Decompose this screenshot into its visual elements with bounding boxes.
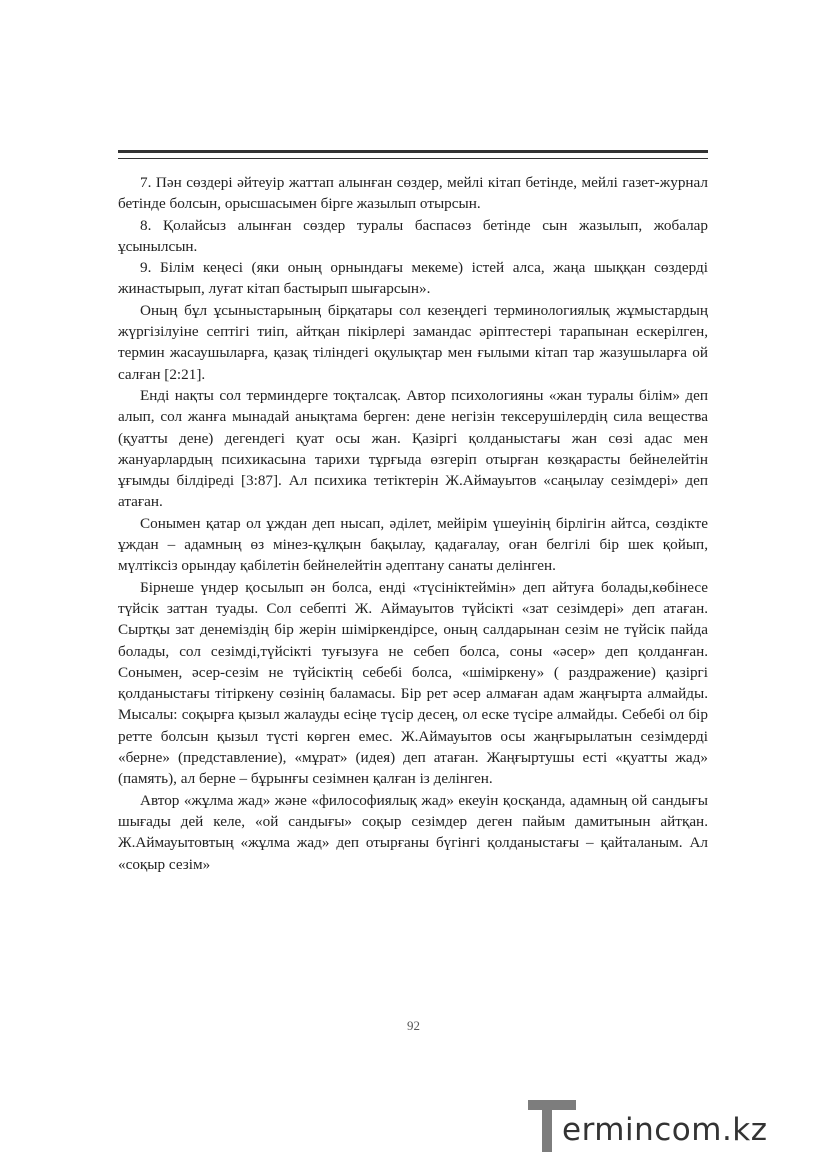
header-rule-thin — [118, 158, 708, 159]
watermark-t-stem — [542, 1100, 552, 1152]
paragraph: 9. Білім кеңесі (яки оның орнындағы мекеме) істей алса, жаңа шыққан сөздерді жинастырып, луғат кітап бастырып шығарсын». — [118, 259, 708, 298]
paragraph: Оның бұл ұсыныстарының бірқатары сол кезеңдегі терминологиялық жұмыстардың жүргізілуіне септігі тиіп, айтқан пікірлері замандас әріптестері тарапынан ескерілген, термин жасаушыларға, қазақ тіліндегі оқулықтар мен ғылыми кітап тар жазушыларға ой салған [2:21]. — [118, 301, 708, 383]
watermark-t-bar — [528, 1100, 576, 1110]
paragraph: 8. Қолайсыз алынған сөздер туралы баспасөз бетінде сын жазылып, жобалар ұсынылсын. — [118, 216, 708, 255]
page-number: 92 — [407, 1018, 420, 1033]
paragraph: Автор «жұлма жад» және «философиялық жад» екеуін қосқанда, адамның ой сандығы шығады дей келе, «ой сандығы» соқыр сезімдер деген пайым дамитынын айтқан. Ж.Аймауытовтың «жұлма жад» деп отырғаны бүгінгі қолданыстағы – қайталаным. Ал «соқыр сезім» — [118, 791, 708, 873]
terminkom-watermark-logo — [528, 1098, 818, 1158]
watermark-text: ermincom.kz — [562, 1112, 768, 1148]
header-rule-thick — [118, 150, 708, 153]
paragraph: Сонымен қатар ол ұждан деп нысап, әділет, мейірім үшеуінің бірлігін айтса, сөздікте ұждан – адамның өз мінез-құлқын бақылау, қадағалау, оған белгілі бір шек қойып, мүлтіксіз орындау қабілетін бейнелейтін әдептану санаты делінген. — [118, 514, 708, 575]
paragraph: Енді нақты сол терминдерге тоқталсақ. Автор психологияны «жан туралы білім» деп алып, сол жанға мынадай анықтама берген: дене негізін тексерушілердің сила вещества (қуатты дене) дегендегі қуат осы жан. Қазіргі қолданыстағы жан сөзі адас мен жануарлардың психикасына тарихи тұрғыда өзгеріп отырған көзқарасты бейнелейтін ұғымды білдіреді [3:87]. Ал психика тетіктерін Ж.Аймауытов «саңылау сезімдері» деп атаған. — [118, 386, 708, 511]
paragraph: 7. Пән сөздері әйтеуір жаттап алынған сөздер, мейлі кітап бетінде, мейлі газет-журнал бетінде болсын, орысшасымен бірге жазылып отырсын. — [118, 174, 708, 213]
paragraph: Бірнеше үндер қосылып ән болса, енді «түсініктеймін» деп айтуға болады,көбінесе түйсік заттан туады. Сол себепті Ж. Аймауытов түйсікті «зат сезімдері» деп атаған. Сыртқы зат денеміздің бір жерін шіміркендірсе, оның салдарынан сезім не түйсік пайда болады, сол сезімді,түйсікті туғызуға не себеп болса, соны «әсер» деп қолданған. Сонымен, әсер-сезім не түйсіктің себебі болса, «шіміркену» ( раздражение) қазіргі қолданыстағы тітіркену сөзінің баламасы. Бір рет әсер алмаған адам жаңғырта алмайды. Мысалы: соқырға қызыл жалауды есіңе түсір десең, ол еске түсіре алмайды. Себебі ол бір ретте болсын қызыл түсті көрген емес. Ж.Аймауытов осы жаңғырылатын сезімдерді «берне» (представление), «мұрат» (идея) деп атаған. Жаңғыртушы есті «қуатты жад» (память), ал берне – бұрынғы сезімнен қалған із делінген. — [118, 578, 708, 788]
body-text — [118, 172, 708, 875]
